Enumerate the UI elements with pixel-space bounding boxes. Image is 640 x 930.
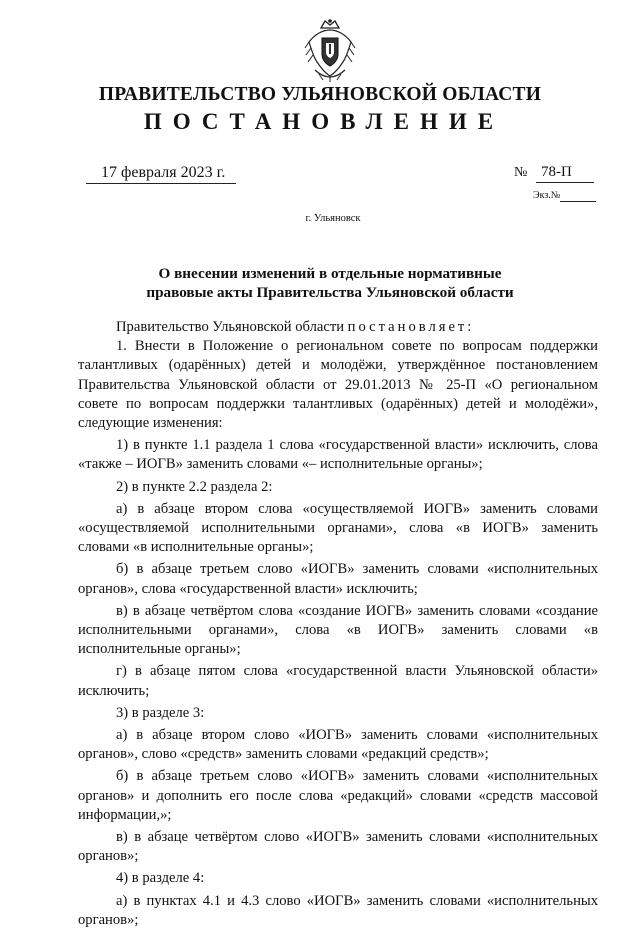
paragraph: 1. Внести в Положение о региональном совете по вопросам поддержки талантливых (одарённых) детей и молодёжи, утверждённое постановлением Правительства Ульяновской области от 29.01.2013 № 25-П «О региональном совете по вопросам поддержки талантливых (одарённых) детей и молодёжи», следующие изменения:	[78, 338, 598, 432]
preamble-verb: постановляет:	[347, 319, 475, 335]
paragraph: 3) в разделе 3:	[116, 704, 205, 721]
paragraph: а) в абзаце втором слово «ИОГВ» заменить словами «исполнительных органов», слово «средств» заменить словами «редакций средств»;	[78, 727, 598, 763]
paragraph: 1) в пункте 1.1 раздела 1 слова «государственной власти» исключить, слова «также – ИОГВ» заменить словами «– исполнительные органы»;	[78, 437, 598, 473]
document-number: 78-П	[536, 163, 594, 183]
paragraph: б) в абзаце третьем слово «ИОГВ» заменить словами «исполнительных органов», слова «государственной власти» исключить;	[78, 561, 598, 597]
city: г. Ульяновск	[305, 213, 361, 224]
number-label: №	[514, 165, 528, 180]
paragraph: а) в пунктах 4.1 и 4.3 слово «ИОГВ» заменить словами «исполнительных органов»;	[78, 892, 598, 928]
document-body	[78, 318, 598, 930]
document-date: 17 февраля 2023 г.	[86, 163, 236, 184]
document-type: ПОСТАНОВЛЕНИЕ	[143, 109, 505, 134]
title-line-2: правовые акты Правительства Ульяновской области	[146, 284, 514, 301]
paragraph: б) в абзаце третьем слово «ИОГВ» заменить словами «исполнительных органов» и дополнить его после слова «редакций» словами «средств массовой информации,»;	[78, 768, 598, 823]
copy-number-label: Экз.№	[533, 190, 561, 201]
government-name: ПРАВИТЕЛЬСТВО УЛЬЯНОВСКОЙ ОБЛАСТИ	[98, 84, 542, 105]
title-line-1: О внесении изменений в отдельные нормативные	[158, 265, 502, 282]
paragraph: 4) в разделе 4:	[116, 870, 205, 887]
paragraph: 2) в пункте 2.2 раздела 2:	[116, 478, 273, 495]
preamble-text: Правительство Ульяновской области	[116, 319, 348, 335]
paragraph: а) в абзаце втором слова «осуществляемой ИОГВ» заменить словами «осуществляемой исполнительными органами», слова «в ИОГВ» заменить словами «в исполнительные органы»;	[78, 500, 598, 556]
paragraph: в) в абзаце четвёртом слова «создание ИОГВ» заменить словами «создание исполнительными органами», слова «в ИОГВ» заменить словами «в исполнительные органы»;	[78, 602, 598, 658]
copy-number-line	[560, 200, 596, 202]
paragraph: в) в абзаце четвёртом слово «ИОГВ» заменить словами «исполнительных органов»;	[78, 829, 598, 865]
coat-of-arms-icon	[301, 18, 359, 84]
document-title	[0, 264, 640, 302]
paragraph: г) в абзаце пятом слова «государственной власти Ульяновской области» исключить;	[78, 663, 598, 699]
preamble	[78, 318, 598, 337]
